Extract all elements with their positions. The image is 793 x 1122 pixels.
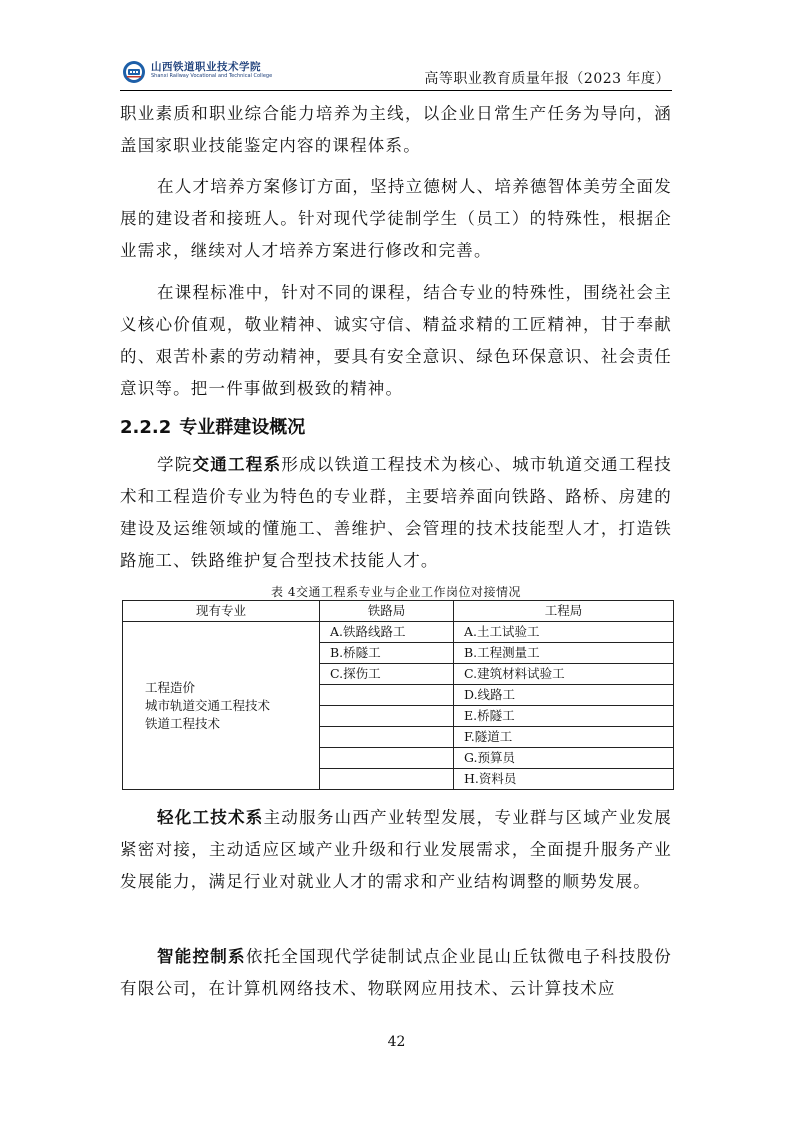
engineering-job: G.预算员 <box>454 748 674 769</box>
engineering-job: A.土工试验工 <box>454 622 674 643</box>
header-engineering: 工程局 <box>454 601 674 622</box>
college-logo-icon <box>122 60 146 84</box>
text-run: 学院 <box>157 455 193 474</box>
section-title: 专业群建设概况 <box>179 417 306 438</box>
header-railway: 铁路局 <box>320 601 454 622</box>
major-item: 工程造价 <box>145 679 196 695</box>
railway-job <box>320 769 454 790</box>
engineering-job: F.隧道工 <box>454 727 674 748</box>
text-run: 依托全国现代学徒制试点企业昆山丘钛微电子科技股份有限公司，在计算机网络技术、物联网应用技术、云计算技术应 <box>120 947 672 998</box>
engineering-job: H.资料员 <box>454 769 674 790</box>
table-header-row <box>123 601 674 622</box>
text-run: 主动服务山西产业转型发展，专业群与区域产业发展紧密对接，主动适应区域产业升级和行业发展需求，全面提升服务产业发展能力，满足行业对就业人才的需求和产业结构调整的顺势发展。 <box>120 808 672 891</box>
section-number: 2.2.2 <box>120 417 172 438</box>
paragraph-control-dept <box>120 941 672 1005</box>
railway-job: A.铁路线路工 <box>320 622 454 643</box>
paragraph-chemical-dept <box>120 802 672 898</box>
report-title: 高等职业教育质量年报（2023 年度） <box>424 71 670 87</box>
section-heading <box>120 413 305 439</box>
railway-job: B.桥隧工 <box>320 643 454 664</box>
table-row <box>123 622 674 643</box>
engineering-job: B.工程测量工 <box>454 643 674 664</box>
page-number: 42 <box>387 1034 406 1050</box>
dept-name-transport: 交通工程系 <box>192 455 282 474</box>
job-mapping-table <box>122 600 674 790</box>
header-major: 现有专业 <box>123 601 320 622</box>
text-run: 形成以铁道工程技术为核心、城市轨道交通工程技术和工程造价专业为特色的专业群，主要培养面向铁路、路桥、房建的建设及运维领域的懂施工、善维护、会管理的技术技能型人才，打造铁路施工、铁路维护复合型技术技能人才。 <box>120 455 673 570</box>
engineering-job: C.建筑材料试验工 <box>454 664 674 685</box>
paragraph-transport-dept <box>120 449 672 577</box>
paragraph-curriculum: 职业素质和职业综合能力培养为主线，以企业日常生产任务为导向，涵盖国家职业技能鉴定内容的课程体系。 <box>120 104 672 155</box>
engineering-job: D.线路工 <box>454 685 674 706</box>
major-item: 铁道工程技术 <box>145 715 221 731</box>
dept-name-chemical: 轻化工技术系 <box>157 808 264 827</box>
major-item: 城市轨道交通工程技术 <box>145 697 271 713</box>
page-header <box>120 58 672 91</box>
railway-job <box>320 748 454 769</box>
paragraph-course-standard: 在课程标准中，针对不同的课程，结合专业的特殊性，围绕社会主义核心价值观，敬业精神、诚实守信、精益求精的工匠精神，甘于奉献的、艰苦朴素的劳动精神，要具有安全意识、绿色环保意识、社会责任意识等。把一件事做到极致的精神。 <box>120 283 672 398</box>
table-caption: 表 4交通工程系专业与企业工作岗位对接情况 <box>271 585 521 599</box>
dept-name-control: 智能控制系 <box>157 947 246 966</box>
college-name-en: Shanxi Railway Vocational and Technical College <box>151 73 273 79</box>
engineering-job: E.桥隧工 <box>454 706 674 727</box>
railway-job <box>320 727 454 748</box>
majors-cell <box>123 622 320 790</box>
railway-job <box>320 685 454 706</box>
paragraph-training-plan: 在人才培养方案修订方面，坚持立德树人、培养德智体美劳全面发展的建设者和接班人。针对现代学徒制学生（员工）的特殊性，根据企业需求，继续对人才培养方案进行修改和完善。 <box>120 177 672 260</box>
railway-job: C.探伤工 <box>320 664 454 685</box>
college-name-cn: 山西铁道职业技术学院 <box>151 61 261 73</box>
railway-job <box>320 706 454 727</box>
